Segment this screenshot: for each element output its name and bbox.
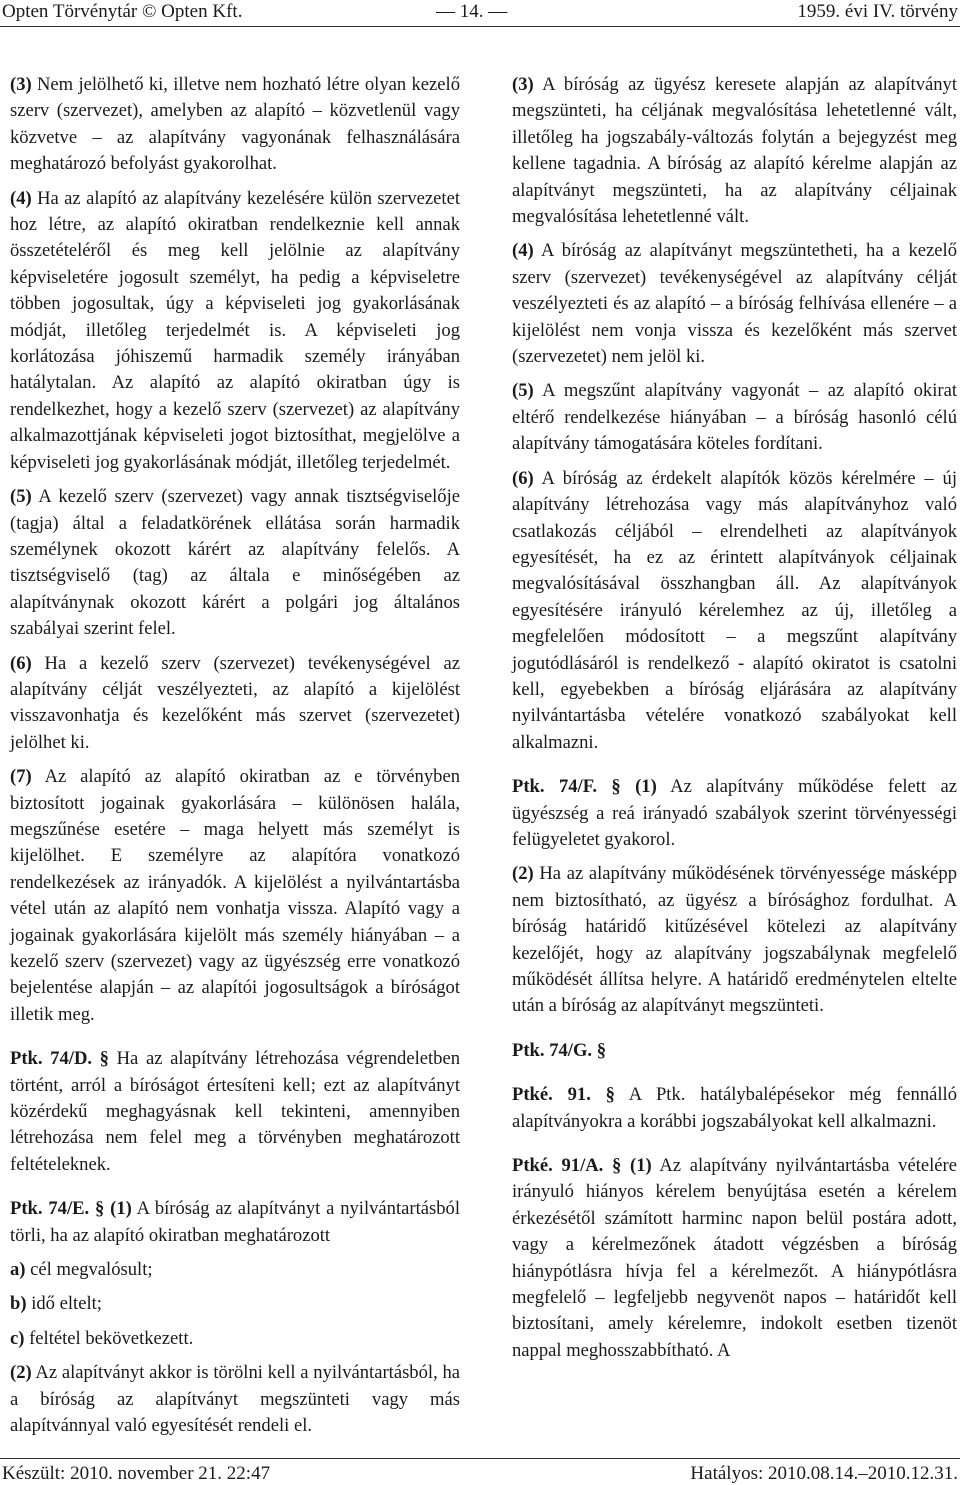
right-column — [512, 72, 957, 1372]
header-publisher: Opten Törvénytár © Opten Kft. — [2, 1, 243, 22]
paragraph-6: (6) A bíróság az érdekelt alapítók közös kérelmére – új alapítvány létrehozása vagy más alapítványhoz való csatlakozás céljából – elrendelheti az alapítványok egyesítését, ha ez az érintett alapítványok céljainak megvalósításával összhangban áll. Az alapítványok egyesítésére irányuló kérelemhez az új, illetőleg a megfelelően módosított – a megszűnt alapítvány jogutódlásáról is rendelkező - alapító okiratot is csatolni kell, egyebekben a bíróság eljárására az alapítvány nyilvántartásba vételére vonatkozó szabályokat kell alkalmazni. — [512, 467, 958, 753]
section-ptke-91a: Ptké. 91/A. § (1) Az alapítvány nyilvántartásba vételére irányuló hiányos kérelem benyújtása esetén a kérelem érkezésétől számított harminc napon belül postára adott, vagy a kérelmezőnek átadott végzésben a bíróság hiánypótlásra hívja fel a kérelmezőt. A hiánypótlásra megfelelő – legfeljebb negyvenöt napos – határidőt kell biztosítani, amely kérelemre, indokolt esetben tizenöt nappal meghosszabbítható. A — [512, 1155, 957, 1361]
list-item: a) cél megvalósult; — [10, 1259, 153, 1281]
paragraph-4: (4) A bíróság az alapítványt megszüntetheti, ha a kezelő szerv (szervezet) tevékenységével az alapítvány célját veszélyezteti és az alapító – a bíróság felhívása ellenére – a kijelölést nem vonja vissza és kezelőként más szervet (szervezetet) nem jelöl ki. — [512, 240, 957, 368]
section-ptk-74f-paragraph-1: Ptk. 74/F. § (1) Az alapítvány működése felett az ügyészség a reá irányadó szabályok szerint törvényességi felügyeletet gyakorol. — [512, 776, 957, 850]
list-item: c) feltétel bekövetkezett. — [10, 1327, 194, 1349]
paragraph-3: (3) Nem jelölhető ki, illetve nem hozható létre olyan kezelő szerv (szervezet), amelyben az alapító – közvetlenül vagy közvetve – az alapítvány vagyonának felhasználására meghatározó befolyást gyakorolhat. — [10, 74, 460, 175]
left-column — [10, 72, 460, 1448]
section-ptk-74e-paragraph-1: Ptk. 74/E. § (1) A bíróság az alapítványt a nyilvántartásból törli, ha az alapító okiratban meghatározott — [10, 1198, 461, 1246]
paragraph-5: (5) A megszűnt alapítvány vagyonát – az alapító okirat eltérő rendelkezése hiányában – a bíróság hasonló célú alapítvány támogatására köteles fordítani. — [512, 380, 957, 455]
header-law-title: 1959. évi IV. törvény — [797, 1, 958, 22]
paragraph-3: (3) A bíróság az ügyész keresete alapján az alapítványt megszünteti, ha céljának megvalósítása lehetetlenné vált, illetőleg ha jogszabály-változás folytán a bejegyzést meg kellene tagadnia. A bíróság az alapító kérelme alapján az alapítványt megszünteti, ha az alapítvány céljainak megvalósítása lehetetlenné vált. — [512, 74, 957, 228]
paragraph-5: (5) A kezelő szerv (szervezet) vagy annak tisztségviselője (tagja) által a feladatkörének ellátása során harmadik személynek okozott kárért az alapítvány felelős. A tisztségviselő (tag) az általa e minőségében az alapítványnak okozott kárért a polgári jog általános szabályai szerint felel. — [10, 486, 460, 640]
page-header — [0, 0, 960, 27]
header-page-number: — 14. — — [436, 1, 508, 22]
footer-created-date: Készült: 2010. november 21. 22:47 — [2, 1463, 271, 1484]
footer-effective-period: Hatályos: 2010.08.14.–2010.12.31. — [690, 1463, 958, 1484]
section-ptke-91: Ptké. 91. § A Ptk. hatálybalépésekor még fennálló alapítványokra a korábbi jogszabályokat kell alkalmazni. — [512, 1084, 957, 1132]
paragraph-6: (6) Ha a kezelő szerv (szervezet) tevékenységével az alapítvány célját veszélyezteti, az alapító a kijelölést visszavonhatja és kezelőként más szervet (szervezetet) jelölhet ki. — [10, 652, 461, 753]
section-ptk-74f-paragraph-2: (2) Ha az alapítvány működésének törvényessége másképp nem biztosítható, az ügyész a bírósághoz fordulhat. A bíróság határidő kitűzésével kötelezi az alapítvány kezelőjét, hogy az alapítvány jogszabálynak megfelelő működését állítsa helyre. A határidő eredménytelen eltelte után a bíróság az alapítványt megszünteti. — [512, 863, 957, 1017]
paragraph-4: (4) Ha az alapító az alapítvány kezelésére külön szervezetet hoz létre, az alapító okiratban rendelkeznie kell annak összetételéről és meg kell jelölnie az alapítvány képviseletére jogosult személyt, ha pedig a képviseletre többen jogosultak, úgy a képviseleti jog gyakorlásának módját, illetőleg terjedelmét is. A képviseleti jog korlátozása jóhiszemű harmadik személy irányában hatálytalan. Az alapító az alapító okiratban úgy is rendelkezhet, hogy a kezelő szerv (szervezet) az alapítvány alkalmazottjának képviseleti jogot biztosíthat, megjelölve a képviseleti jog gyakorlásának módját, illetőleg terjedelmét. — [10, 187, 460, 473]
paragraph-7: (7) Az alapító az alapító okiratban az e törvényben biztosított jogainak gyakorlására – különösen halála, megszűnése esetére – maga helyett más személyt is kijelölhet. E személyre az alapítóra vonatkozó rendelkezések az irányadók. A kijelölést a nyilvántartásba vétel után az alapító nem vonhatja vissza. Alapító vagy a jogainak gyakorlására kijelölt más személy hiányában – a kezelő szerv (szervezet) vagy az ügyészség erre vonatkozó bejelentése alapján – az alapítói jogosultságok a bíróságot illetik meg. — [10, 766, 460, 1025]
list-item: b) idő eltelt; — [10, 1293, 102, 1315]
section-ptk-74e-paragraph-2: (2) Az alapítványt akkor is törölni kell a nyilvántartásból, ha a bíróság az alapítványt megszünteti vagy más alapítvánnyal való egyesítését rendeli el. — [10, 1362, 460, 1437]
section-ptk-74d: Ptk. 74/D. § Ha az alapítvány létrehozása végrendeletben történt, arról a bíróságot értesíteni kell; ezt az alapítványt közérdekű meghagyásnak kell tekinteni, amennyiben létrehozása nem felel meg a törvényben meghatározott feltételeknek. — [10, 1048, 461, 1175]
page-footer — [0, 1458, 960, 1485]
section-ptk-74g: Ptk. 74/G. § — [512, 1039, 607, 1061]
